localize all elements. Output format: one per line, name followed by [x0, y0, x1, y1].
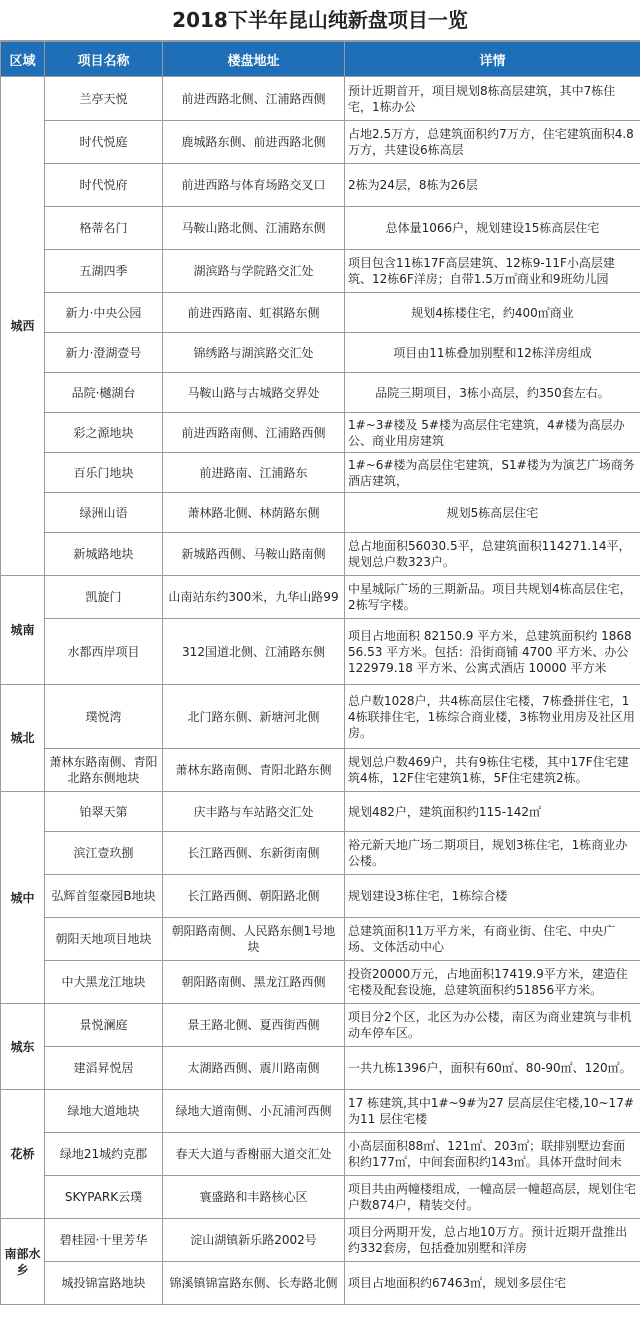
table-row [1, 453, 640, 493]
project-address-cell: 山南站东约300米，九华山路99 [163, 576, 345, 619]
project-address-cell: 萧林东路南侧、青阳北路东侧 [163, 749, 345, 792]
project-address-cell: 湖滨路与学院路交汇处 [163, 250, 345, 293]
project-address-cell: 前进路南、江浦路东 [163, 453, 345, 493]
table-row [1, 792, 640, 832]
project-name-cell: 品院·樾湖台 [45, 373, 163, 413]
project-address-cell: 锦绣路与湖滨路交汇处 [163, 333, 345, 373]
project-detail-cell: 2栋为24层，8栋为26层 [345, 164, 640, 207]
project-address-cell: 绿地大道南侧、小瓦浦河西侧 [163, 1090, 345, 1133]
table-row [1, 749, 640, 792]
project-address-cell: 朝阳路南侧、黑龙江路西侧 [163, 961, 345, 1004]
table-row [1, 619, 640, 685]
project-detail-cell: 总户数1028户，共4栋高层住宅楼，7栋叠拼住宅，14栋联排住宅，1栋综合商业楼，3栋物业用房及社区用房。 [345, 685, 640, 749]
project-name-cell: 绿地大道地块 [45, 1090, 163, 1133]
project-name-cell: 彩之源地块 [45, 413, 163, 453]
project-name-cell: 凯旋门 [45, 576, 163, 619]
project-address-cell: 北门路东侧、新塘河北侧 [163, 685, 345, 749]
table-row [1, 1219, 640, 1262]
region-cell: 城南 [1, 576, 45, 685]
table-row [1, 875, 640, 918]
project-detail-cell: 项目共由两幢楼组成，一幢高层一幢超高层，规划住宅户数874户，精装交付。 [345, 1176, 640, 1219]
table-row [1, 1176, 640, 1219]
project-address-cell: 景王路北侧、夏西街西侧 [163, 1004, 345, 1047]
project-detail-cell: 项目由11栋叠加别墅和12栋洋房组成 [345, 333, 640, 373]
table-row [1, 413, 640, 453]
project-address-cell: 朝阳路南侧、人民路东侧1号地块 [163, 918, 345, 961]
project-detail-cell: 总体量1066户，规划建设15栋高层住宅 [345, 207, 640, 250]
project-detail-cell: 1#~3#楼及 5#楼为高层住宅建筑，4#楼为高层办公、商业用房建筑 [345, 413, 640, 453]
header-region: 区域 [1, 42, 45, 77]
table-row [1, 832, 640, 875]
header-name: 项目名称 [45, 42, 163, 77]
table-row [1, 576, 640, 619]
project-detail-cell: 总建筑面积11万平方米，有商业街、住宅、中央广场、文体活动中心 [345, 918, 640, 961]
project-address-cell: 马鞍山路北侧、江浦路东侧 [163, 207, 345, 250]
project-address-cell: 前进西路南侧、江浦路西侧 [163, 413, 345, 453]
project-name-cell: SKYPARK云璞 [45, 1176, 163, 1219]
project-detail-cell: 项目占地面积约67463㎡，规划多层住宅 [345, 1262, 640, 1305]
project-address-cell: 庆丰路与车站路交汇处 [163, 792, 345, 832]
project-name-cell: 中大黑龙江地块 [45, 961, 163, 1004]
project-detail-cell: 规划4栋楼住宅，约400㎡商业 [345, 293, 640, 333]
project-address-cell: 鹿城路东侧、前进西路北侧 [163, 121, 345, 164]
project-address-cell: 太湖路西侧、震川路南侧 [163, 1047, 345, 1090]
project-name-cell: 铂翠天第 [45, 792, 163, 832]
project-name-cell: 水都西岸项目 [45, 619, 163, 685]
project-detail-cell: 品院三期项目，3栋小高层，约350套左右。 [345, 373, 640, 413]
project-name-cell: 滨江壹玖捌 [45, 832, 163, 875]
project-address-cell: 前进西路北侧、江浦路西侧 [163, 77, 345, 121]
table-header-row [1, 42, 640, 77]
project-detail-cell: 规划482户，建筑面积约115-142㎡ [345, 792, 640, 832]
project-name-cell: 景悦澜庭 [45, 1004, 163, 1047]
project-name-cell: 新力·澄湖壹号 [45, 333, 163, 373]
table-row [1, 533, 640, 576]
table-row [1, 250, 640, 293]
project-name-cell: 百乐门地块 [45, 453, 163, 493]
table-row [1, 685, 640, 749]
project-detail-cell: 预计近期首开，项目规划8栋高层建筑，其中7栋住宅，1栋办公 [345, 77, 640, 121]
project-detail-cell: 占地2.5万方，总建筑面积约7万方，住宅建筑面积4.8万方，共建设6栋高层 [345, 121, 640, 164]
project-address-cell: 前进西路南、虹祺路东侧 [163, 293, 345, 333]
table-row [1, 164, 640, 207]
table-row [1, 1262, 640, 1305]
region-cell: 花桥 [1, 1090, 45, 1219]
project-detail-cell: 中星城际广场的三期新品。项目共规划4栋高层住宅，2栋写字楼。 [345, 576, 640, 619]
project-address-cell: 前进西路与体育场路交叉口 [163, 164, 345, 207]
table-row [1, 333, 640, 373]
header-detail: 详情 [345, 42, 640, 77]
region-cell: 城东 [1, 1004, 45, 1090]
project-detail-cell: 小高层面积88㎡、121㎡、203㎡；联排别墅边套面积约177㎡，中间套面积约143㎡。具体开盘时间未 [345, 1133, 640, 1176]
project-detail-cell: 总占地面积56030.5平，总建筑面积114271.14平，规划总户数323户。 [345, 533, 640, 576]
table-row [1, 373, 640, 413]
table-row [1, 493, 640, 533]
project-name-cell: 萧林东路南侧、青阳北路东侧地块 [45, 749, 163, 792]
project-address-cell: 寰盛路和丰路核心区 [163, 1176, 345, 1219]
region-cell: 城西 [1, 77, 45, 576]
project-name-cell: 格蒂名门 [45, 207, 163, 250]
project-detail-cell: 项目分2个区，北区为办公楼，南区为商业建筑与非机动车停车区。 [345, 1004, 640, 1047]
project-address-cell: 长江路西侧、朝阳路北侧 [163, 875, 345, 918]
project-name-cell: 璞悦湾 [45, 685, 163, 749]
project-name-cell: 碧桂园·十里芳华 [45, 1219, 163, 1262]
project-detail-cell: 裕元新天地广场二期项目，规划3栋住宅，1栋商业办公楼。 [345, 832, 640, 875]
project-name-cell: 绿地21城约克郡 [45, 1133, 163, 1176]
project-detail-cell: 项目分两期开发，总占地10万方。预计近期开盘推出约332套房，包括叠加别墅和洋房 [345, 1219, 640, 1262]
table-row [1, 918, 640, 961]
header-address: 楼盘地址 [163, 42, 345, 77]
project-name-cell: 新力·中央公园 [45, 293, 163, 333]
project-detail-cell: 规划总户数469户，共有9栋住宅楼，其中17F住宅建筑4栋，12F住宅建筑1栋，5F住宅建筑2栋。 [345, 749, 640, 792]
project-name-cell: 时代悦庭 [45, 121, 163, 164]
project-name-cell: 绿洲山语 [45, 493, 163, 533]
project-address-cell: 新城路西侧、马鞍山路南侧 [163, 533, 345, 576]
table-row [1, 1090, 640, 1133]
project-detail-cell: 投资20000万元，占地面积17419.9平方米，建造住宅楼及配套设施，总建筑面积约51856平方米。 [345, 961, 640, 1004]
project-address-cell: 春天大道与香榭丽大道交汇处 [163, 1133, 345, 1176]
project-detail-cell: 17 栋建筑,其中1#~9#为27 层高层住宅楼,10~17#为11 层住宅楼 [345, 1090, 640, 1133]
project-detail-cell: 一共九栋1396户，面积有60㎡、80-90㎡、120㎡。 [345, 1047, 640, 1090]
table-row [1, 1004, 640, 1047]
project-address-cell: 马鞍山路与古城路交界处 [163, 373, 345, 413]
project-name-cell: 建滔昇悦居 [45, 1047, 163, 1090]
project-detail-cell: 1#~6#楼为高层住宅建筑，S1#楼为为演艺广场商务酒店建筑， [345, 453, 640, 493]
table-row [1, 293, 640, 333]
project-name-cell: 五湖四季 [45, 250, 163, 293]
project-name-cell: 时代悦府 [45, 164, 163, 207]
project-table [0, 41, 640, 1305]
project-name-cell: 新城路地块 [45, 533, 163, 576]
project-address-cell: 萧林路北侧、林荫路东侧 [163, 493, 345, 533]
project-name-cell: 兰亭天悦 [45, 77, 163, 121]
table-body [1, 77, 640, 1305]
table-row [1, 1047, 640, 1090]
project-name-cell: 城投锦富路地块 [45, 1262, 163, 1305]
project-name-cell: 朝阳天地项目地块 [45, 918, 163, 961]
region-cell: 城北 [1, 685, 45, 792]
table-row [1, 207, 640, 250]
project-address-cell: 长江路西侧、东新街南侧 [163, 832, 345, 875]
project-name-cell: 弘辉首玺豪园B地块 [45, 875, 163, 918]
project-detail-cell: 项目占地面积 82150.9 平方米，总建筑面积约 186856.53 平方米。包括：沿街商铺 4700 平方米、办公 122979.18 平方米、公寓式酒店 10000 平方米 [345, 619, 640, 685]
project-detail-cell: 项目包含11栋17F高层建筑、12栋9-11F小高层建筑、12栋6F洋房；自带1.5万㎡商业和9班幼儿园 [345, 250, 640, 293]
project-address-cell: 锦溪镇锦富路东侧、长寿路北侧 [163, 1262, 345, 1305]
table-row [1, 1133, 640, 1176]
region-cell: 南部水乡 [1, 1219, 45, 1305]
page-title: 2018下半年昆山纯新盘项目一览 [0, 0, 640, 41]
project-address-cell: 淀山湖镇新乐路2002号 [163, 1219, 345, 1262]
table-row [1, 961, 640, 1004]
table-row [1, 77, 640, 121]
project-detail-cell: 规划建设3栋住宅，1栋综合楼 [345, 875, 640, 918]
project-address-cell: 312国道北侧、江浦路东侧 [163, 619, 345, 685]
project-detail-cell: 规划5栋高层住宅 [345, 493, 640, 533]
region-cell: 城中 [1, 792, 45, 1004]
table-row [1, 121, 640, 164]
